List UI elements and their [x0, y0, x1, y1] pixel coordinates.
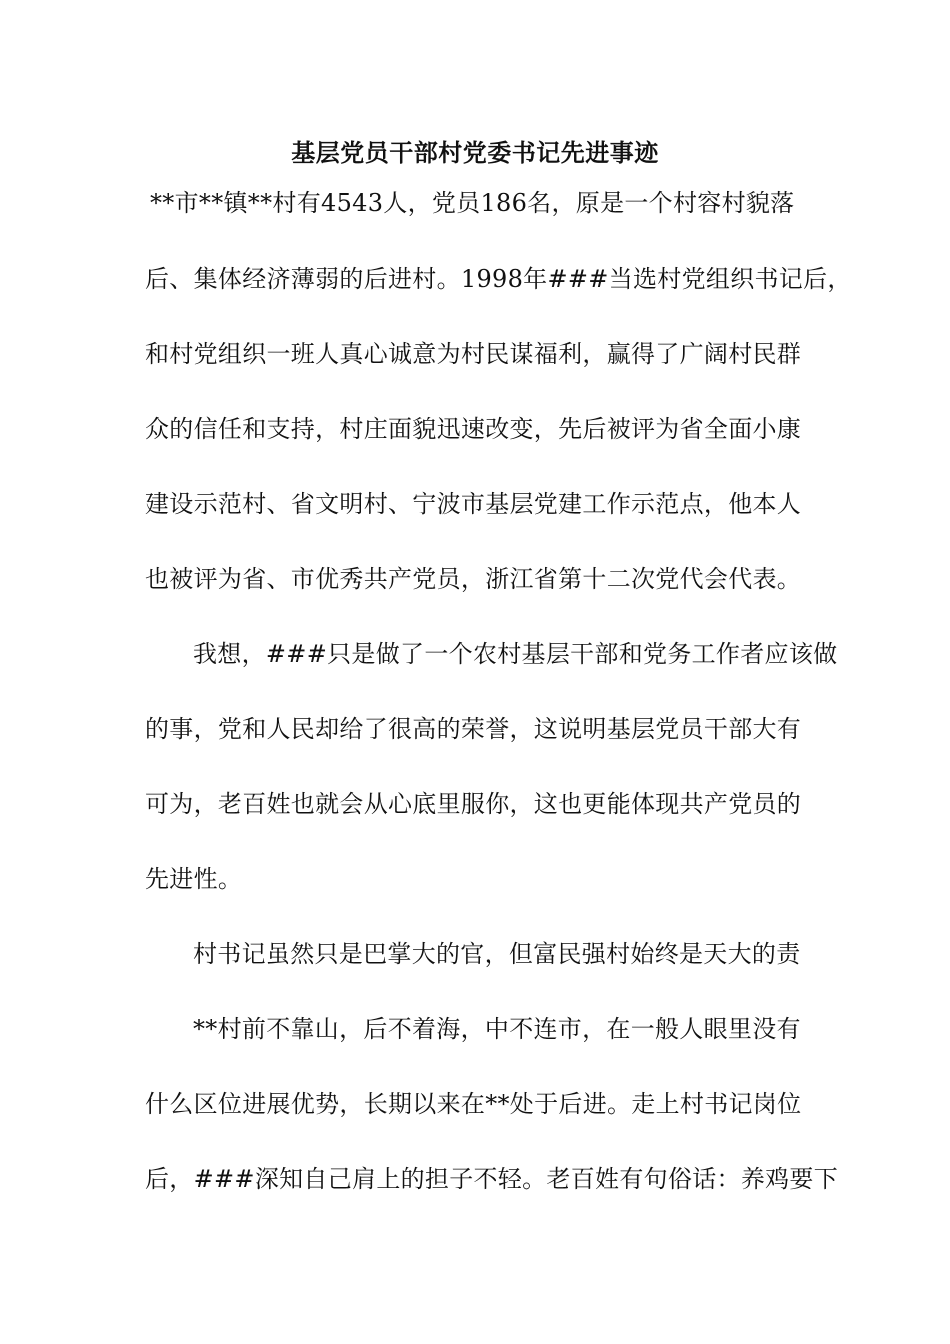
document-title: 基层党员干部村党委书记先进事迹	[291, 138, 659, 167]
paragraph-line: 和村党组织一班人真心诚意为村民谋福利，赢得了广阔村民群	[145, 340, 802, 368]
paragraph-line: **村前不靠山，后不着海，中不连市，在一般人眼里没有	[193, 1015, 801, 1043]
paragraph-line: 后，###深知自己肩上的担子不轻。老百姓有句俗话：养鸡要下	[145, 1165, 839, 1193]
paragraph-line: 的事，党和人民却给了很高的荣誉，这说明基层党员干部大有	[145, 715, 802, 743]
paragraph-line: 什么区位进展优势，长期以来在**处于后进。走上村书记岗位	[145, 1090, 802, 1118]
paragraph-line: 也被评为省、市优秀共产党员，浙江省第十二次党代会代表。	[145, 565, 802, 593]
paragraph-line: 众的信任和支持，村庄面貌迅速改变，先后被评为省全面小康	[145, 415, 802, 443]
paragraph-line: **市**镇**村有4543人，党员186名，原是一个村容村貌落	[150, 189, 795, 217]
paragraph-line: 我想，###只是做了一个农村基层干部和党务工作者应该做	[193, 640, 838, 668]
paragraph-line: 先进性。	[145, 865, 243, 893]
paragraph-line: 可为，老百姓也就会从心底里服你，这也更能体现共产党员的	[145, 790, 802, 818]
paragraph-line: 建设示范村、省文明村、宁波市基层党建工作示范点，他本人	[145, 490, 802, 518]
paragraph-line: 村书记虽然只是巴掌大的官，但富民强村始终是天大的责	[193, 940, 801, 968]
paragraph-line: 后、集体经济薄弱的后进村。1998年###当选村党组织书记后，	[145, 265, 852, 293]
